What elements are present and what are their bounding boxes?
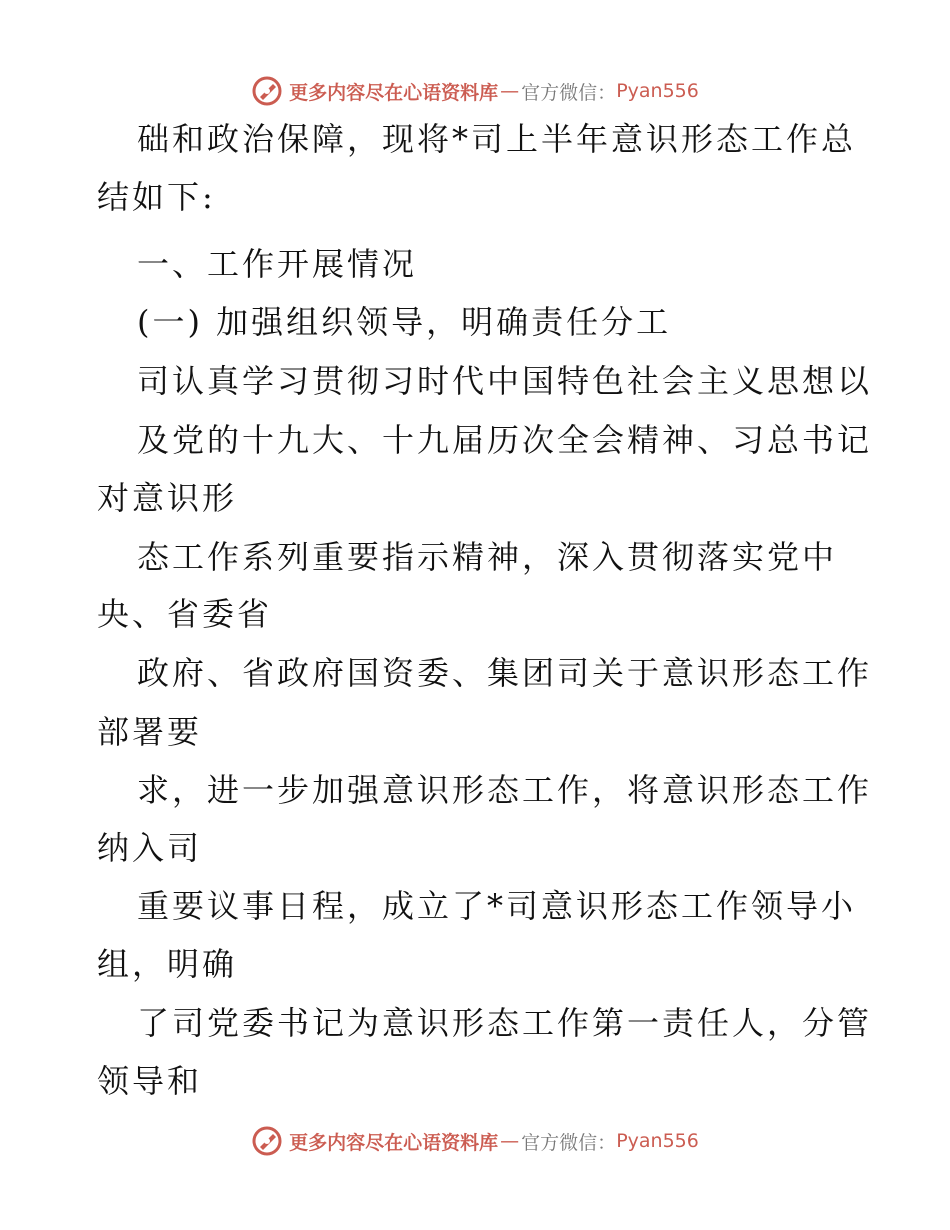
- body-line-10: 政府、省政府国资委、集团司关于意识形态工作: [137, 654, 873, 692]
- watermark-title: 更多内容尽在心语资料库: [289, 1131, 499, 1154]
- body-line-6: 及党的十九大、十九届历次全会精神、习总书记: [137, 421, 873, 459]
- header-watermark: [0, 71, 950, 111]
- body-line-7: 对意识形: [97, 479, 238, 517]
- library-logo-icon: [251, 1125, 283, 1157]
- body-line-14: 重要议事日程，成立了*司意识形态工作领导小: [137, 887, 857, 925]
- footer-watermark: [0, 1121, 950, 1161]
- section-heading: 一、工作开展情况: [137, 245, 418, 283]
- watermark-wechat-label: 官方微信：: [521, 1131, 617, 1154]
- body-line-1: 础和政治保障，现将*司上半年意识形态工作总: [137, 120, 857, 158]
- body-line-15: 组，明确: [97, 945, 238, 983]
- body-line-9: 央、省委省: [97, 595, 273, 633]
- body-line-5: 司认真学习贯彻习时代中国特色社会主义思想以: [137, 362, 873, 400]
- subsection-heading: (一) 加强组织领导，明确责任分工: [137, 303, 672, 341]
- watermark-title: 更多内容尽在心语资料库: [289, 81, 499, 104]
- body-line-16: 了司党委书记为意识形态工作第一责任人，分管: [137, 1004, 873, 1042]
- body-line-2: 结如下:: [97, 178, 216, 216]
- body-line-12: 求，进一步加强意识形态工作，将意识形态工作: [137, 771, 873, 809]
- body-line-17: 领导和: [97, 1062, 203, 1100]
- watermark-wechat-id: Pyan556: [616, 80, 699, 102]
- watermark-dash: —: [500, 1130, 520, 1152]
- watermark-dash: —: [500, 80, 520, 102]
- watermark-wechat-label: 官方微信：: [521, 81, 617, 104]
- body-line-13: 纳入司: [97, 829, 203, 867]
- body-line-11: 部署要: [97, 713, 203, 751]
- watermark-wechat-id: Pyan556: [616, 1130, 699, 1152]
- library-logo-icon: [251, 75, 283, 107]
- body-line-8: 态工作系列重要指示精神，深入贯彻落实党中: [137, 538, 838, 576]
